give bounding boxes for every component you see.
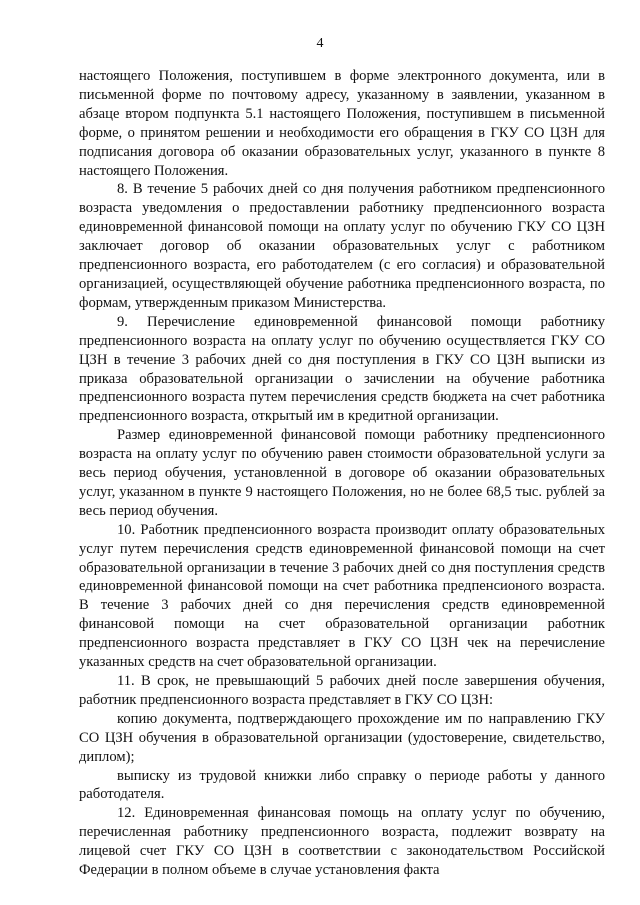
- page-number: 4: [316, 36, 324, 51]
- paragraph-financial-aid-amount: Размер единовременной финансовой помощи работнику предпенсионного возраста на оплату услуг по обучению равен стоимости образовательной услуги за весь период обучения, установленной в договоре об оказании образовательных услуг, указанном в пункте 9 настоящего Положения, но не более 68,5 тыс. рублей за весь период обучения.: [79, 427, 605, 519]
- paragraph-document-copy: копию документа, подтверждающего прохождение им по направлению ГКУ СО ЦЗН обучения в образовательной организации (удостоверение, свидетельство, диплом);: [79, 710, 605, 765]
- paragraph-item-11: 11. В срок, не превышающий 5 рабочих дней после завершения обучения, работник предпенсионного возраста представляет в ГКУ СО ЦЗН:: [79, 673, 605, 708]
- paragraph-item-12: 12. Единовременная финансовая помощь на оплату услуг по обучению, перечисленная работнику предпенсионного возраста, подлежит возврату на лицевой счет ГКУ СО ЦЗН в соответствии с законодательством Российской Федерации в полном объеме в случае установления факта: [79, 805, 605, 879]
- document-body: [79, 67, 605, 880]
- paragraph-continuation: настоящего Положения, поступившем в форме электронного документа, или в письменной форме по почтовому адресу, указанному в заявлении, указанном в абзаце втором подпункта 5.1 настоящего Положения, поступившем в письменной форме, о принятом решении и необходимости его обращения в ГКУ СО ЦЗН для подписания договора об оказании образовательных услуг, указанного в пункте 8 настоящего Положения.: [79, 68, 605, 179]
- paragraph-item-10: 10. Работник предпенсионного возраста производит оплату образовательных услуг путем перечисления средств единовременной финансовой помощи на счет образовательной организации в течение 3 рабочих дней со дня поступления средств единовременной финансовой помощи на счет работника предпенсионого возраста. В течение 3 рабочих дней со дня перечисления средств единовременной финансовой помощи на счет образовательной организации работник предпенсионного возраста представляет в ГКУ СО ЦЗН чек на перечисление указанных средств на счет образовательной организации.: [79, 521, 605, 671]
- paragraph-item-8: 8. В течение 5 рабочих дней со дня получения работником предпенсионного возраста уведомления о предоставлении работнику предпенсионного возраста единовременной финансовой помощи на оплату услуг по обучению ГКУ СО ЦЗН заключает договор об оказании образовательных услуг с работником предпенсионного возраста, его работодателем (с его согласия) и образовательной организацией, осуществляющей обучение работника предпенсионного возраста, по формам, утвержденным приказом Министерства.: [79, 181, 605, 311]
- paragraph-item-9: 9. Перечисление единовременной финансовой помощи работнику предпенсионного возраста на оплату услуг по обучению осуществляется ГКУ СО ЦЗН в течение 3 рабочих дней со дня поступления в ГКУ СО ЦЗН выписки из приказа образовательной организации о зачислении на обучение работника предпенсионного возраста путем перечисления средств бюджета на счет работника предпенсионного возраста, открытый им в кредитной организации.: [79, 313, 605, 425]
- paragraph-employment-record: выписку из трудовой книжки либо справку о периоде работы у данного работодателя.: [79, 767, 605, 803]
